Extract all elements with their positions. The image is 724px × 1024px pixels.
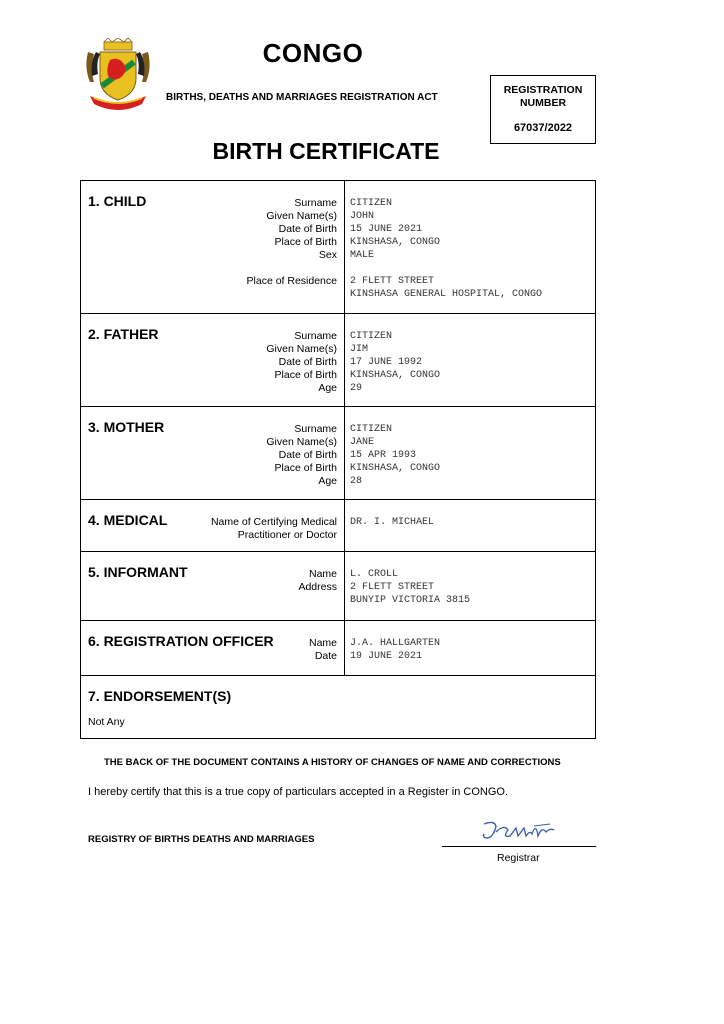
registration-label-number: NUMBER xyxy=(519,97,567,109)
registration-number: 67037/2022 xyxy=(513,122,573,134)
surname-label: Surname xyxy=(294,330,337,342)
dob-label: Date of Birth xyxy=(278,356,337,368)
name-label: Name xyxy=(308,637,337,649)
column-divider xyxy=(344,552,345,620)
child-sex: MALE xyxy=(350,250,375,261)
column-divider xyxy=(344,407,345,499)
practitioner-name: DR. I. MICHAEL xyxy=(350,517,435,528)
medical-labels xyxy=(211,516,337,542)
registration-number-box xyxy=(490,75,596,144)
certificate-table xyxy=(80,180,596,739)
child-values xyxy=(350,197,542,301)
father-heading: 2. FATHER xyxy=(88,326,159,342)
age-label: Age xyxy=(318,475,337,487)
certifying-practitioner-label-2: Practitioner or Doctor xyxy=(237,529,337,541)
father-dob: 17 JUNE 1992 xyxy=(350,357,423,368)
column-divider xyxy=(344,621,345,675)
child-labels xyxy=(247,197,337,288)
coat-of-arms-icon xyxy=(80,38,156,114)
child-residence-line-1: 2 FLETT STREET xyxy=(350,276,435,287)
mother-labels xyxy=(266,423,337,488)
father-labels xyxy=(266,330,337,395)
mother-section xyxy=(81,407,595,500)
mother-pob: KINSHASA, CONGO xyxy=(350,463,441,474)
certifying-practitioner-label: Name of Certifying Medical xyxy=(210,516,337,528)
child-residence-line-2: KINSHASA GENERAL HOSPITAL, CONGO xyxy=(350,289,543,300)
registration-date: 19 JUNE 2021 xyxy=(350,651,423,662)
pob-label: Place of Birth xyxy=(274,369,337,381)
endorsement-text: Not Any xyxy=(88,716,125,728)
column-divider xyxy=(344,314,345,406)
date-label: Date xyxy=(314,650,337,662)
mother-heading: 3. MOTHER xyxy=(88,419,165,435)
dob-label: Date of Birth xyxy=(278,223,337,235)
medical-values xyxy=(350,516,434,529)
informant-values xyxy=(350,568,470,607)
medical-heading: 4. MEDICAL xyxy=(88,512,168,528)
informant-heading: 5. INFORMANT xyxy=(88,564,188,580)
given-name-label: Given Name(s) xyxy=(266,436,337,448)
surname-label: Surname xyxy=(294,423,337,435)
child-surname: CITIZEN xyxy=(350,198,393,209)
certification-statement: I hereby certify that this is a true copy of particulars accepted in a Register in CONGO. xyxy=(88,786,509,798)
child-dob: 15 JUNE 2021 xyxy=(350,224,423,235)
given-name-label: Given Name(s) xyxy=(266,343,337,355)
registration-label: REGISTRATION xyxy=(503,84,583,96)
surname-label: Surname xyxy=(294,197,337,209)
residence-label: Place of Residence xyxy=(246,275,337,287)
act-title: BIRTHS, DEATHS AND MARRIAGES REGISTRATION ACT xyxy=(166,92,438,103)
dob-label: Date of Birth xyxy=(278,449,337,461)
back-of-document-note: THE BACK OF THE DOCUMENT CONTAINS A HISTORY OF CHANGES OF NAME AND CORRECTIONS xyxy=(104,757,561,768)
pob-label: Place of Birth xyxy=(274,462,337,474)
father-values xyxy=(350,330,440,395)
column-divider xyxy=(344,181,345,313)
name-label: Name xyxy=(308,568,337,580)
given-name-label: Given Name(s) xyxy=(266,210,337,222)
mother-surname: CITIZEN xyxy=(350,424,393,435)
registrar-label: Registrar xyxy=(497,852,540,864)
father-section xyxy=(81,314,595,407)
pob-label: Place of Birth xyxy=(274,236,337,248)
officer-heading: 6. REGISTRATION OFFICER xyxy=(88,633,274,649)
informant-labels xyxy=(298,568,337,594)
father-surname: CITIZEN xyxy=(350,331,393,342)
officer-values xyxy=(350,637,440,663)
medical-section xyxy=(81,500,595,552)
mother-values xyxy=(350,423,440,488)
father-given-name: JIM xyxy=(350,344,369,355)
registration-officer-section xyxy=(81,621,595,676)
registry-name: REGISTRY OF BIRTHS DEATHS AND MARRIAGES xyxy=(88,834,315,845)
age-label: Age xyxy=(318,382,337,394)
informant-address-line-2: BUNYIP VICTORIA 3815 xyxy=(350,595,471,606)
endorsement-section xyxy=(81,676,595,739)
father-age: 29 xyxy=(350,383,363,394)
signature-line xyxy=(442,846,596,847)
officer-name: J.A. HALLGARTEN xyxy=(350,638,441,649)
informant-name: L. CROLL xyxy=(350,569,399,580)
column-divider xyxy=(344,500,345,551)
informant-address-line-1: 2 FLETT STREET xyxy=(350,582,435,593)
country-title: CONGO xyxy=(262,38,364,68)
mother-given-name: JANE xyxy=(350,437,375,448)
address-label: Address xyxy=(298,581,337,593)
child-section xyxy=(81,181,595,314)
child-pob: KINSHASA, CONGO xyxy=(350,237,441,248)
sex-label: Sex xyxy=(318,249,337,261)
mother-age: 28 xyxy=(350,476,363,487)
child-given-name: JOHN xyxy=(350,211,375,222)
mother-dob: 15 APR 1993 xyxy=(350,450,417,461)
endorsement-heading: 7. ENDORSEMENT(S) xyxy=(88,688,232,704)
child-heading: 1. CHILD xyxy=(88,193,147,209)
informant-section xyxy=(81,552,595,621)
document-title: BIRTH CERTIFICATE xyxy=(212,138,440,164)
officer-labels xyxy=(309,637,337,663)
registrar-signature xyxy=(474,816,564,846)
father-pob: KINSHASA, CONGO xyxy=(350,370,441,381)
